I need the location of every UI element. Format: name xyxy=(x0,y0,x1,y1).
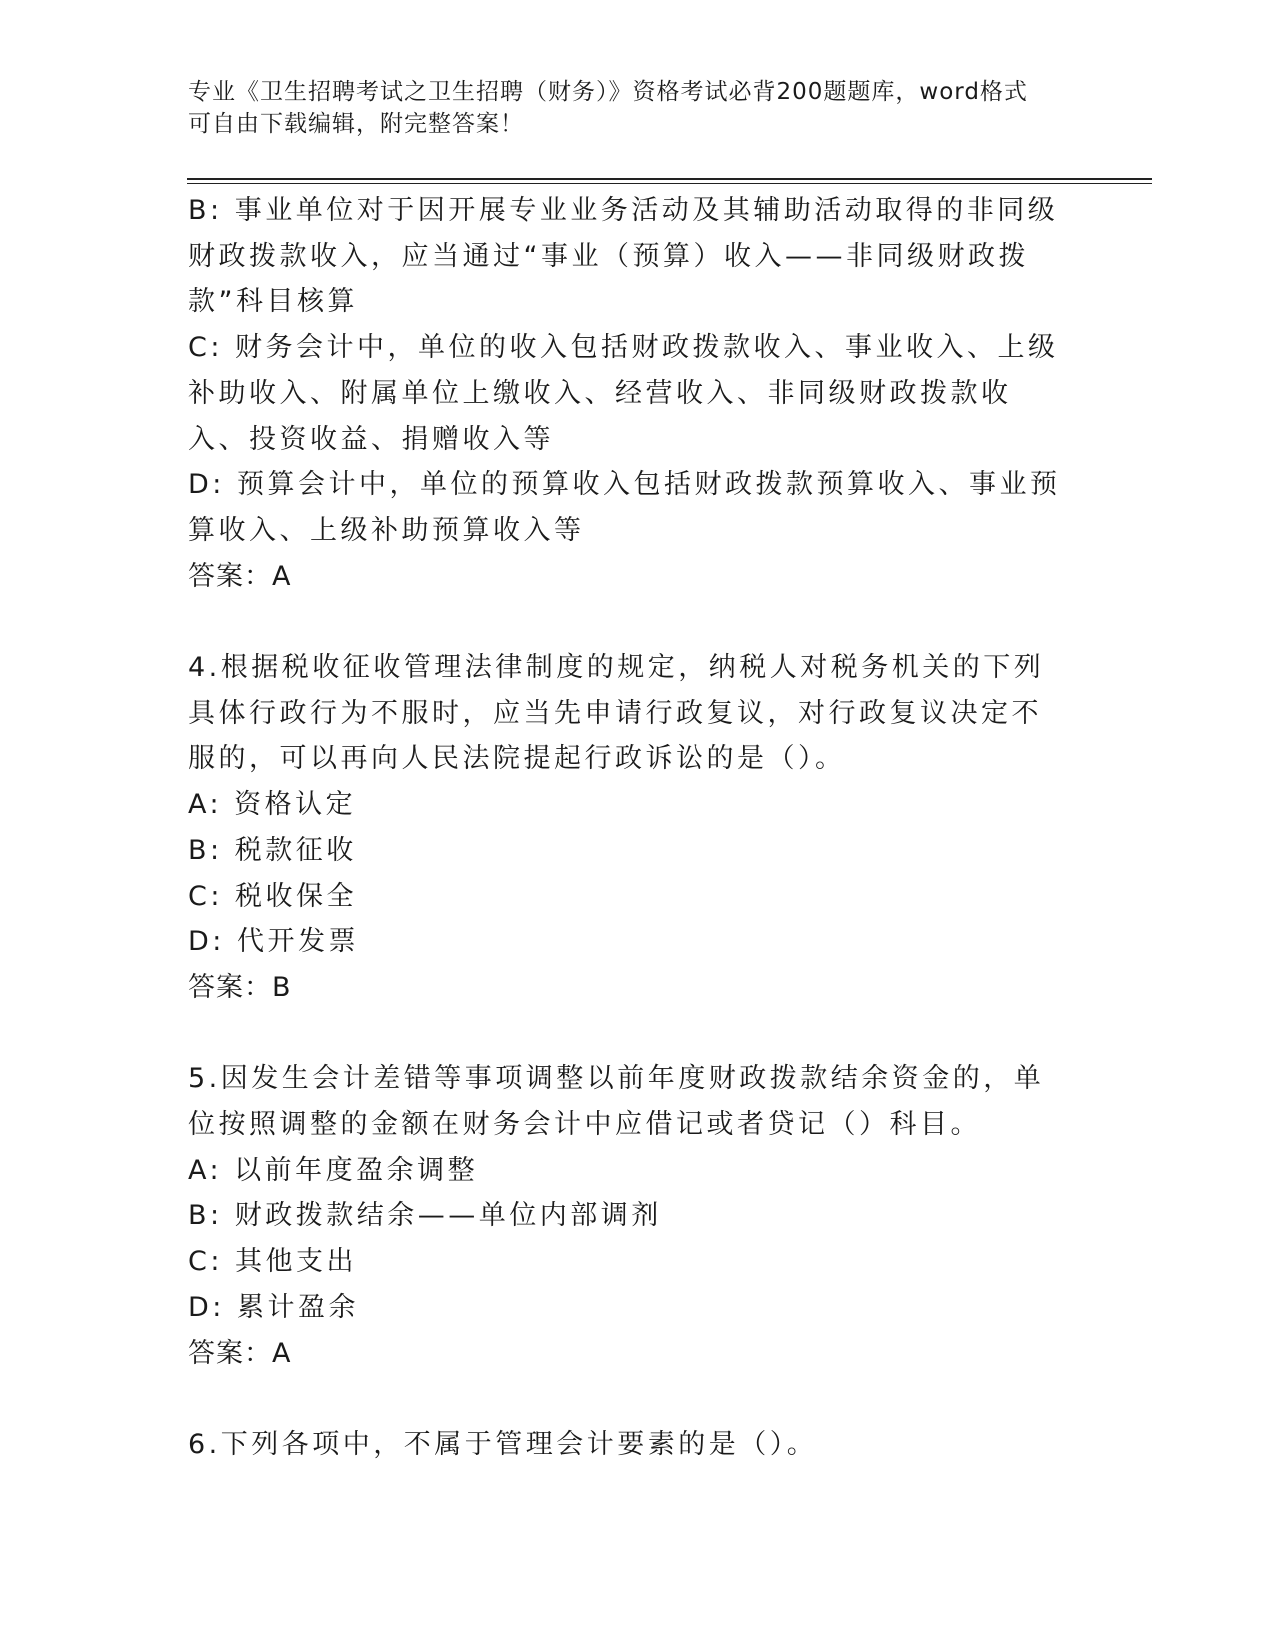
question-3-option-c: C: 财务会计中，单位的收入包括财政拨款收入、事业收入、上级补助收入、附属单位上缴收入、经营收入、非同级财政拨款收入、投资收益、捐赠收入等 xyxy=(188,332,1059,455)
question-5-answer: 答案：A xyxy=(188,1337,292,1369)
question-3-option-b: B: 事业单位对于因开展专业业务活动及其辅助活动取得的非同级财政拨款收入，应当通过“事业（预算）收入——非同级财政拨款”科目核算 xyxy=(188,195,1059,318)
question-6 xyxy=(188,1422,1068,1468)
question-content xyxy=(188,188,1068,1468)
question-3-option-d: D: 预算会计中，单位的预算收入包括财政拨款预算收入、事业预算收入、上级补助预算收入等 xyxy=(188,469,1061,546)
header-divider-thin xyxy=(187,183,1152,184)
question-spacer xyxy=(188,599,1068,645)
question-5-option-b: B: 财政拨款结余——单位内部调剂 xyxy=(188,1200,662,1232)
question-4-option-b: B: 税款征收 xyxy=(188,834,357,866)
question-4-stem: 4.根据税收征收管理法律制度的规定，纳税人对税务机关的下列具体行政行为不服时，应当先申请行政复议，对行政复议决定不服的，可以再向人民法院提起行政诉讼的是（）。 xyxy=(188,652,1045,775)
question-4-option-d: D: 代开发票 xyxy=(188,926,359,958)
question-4-option-a: A: 资格认定 xyxy=(188,789,357,821)
question-4-option-c: C: 税收保全 xyxy=(188,880,358,912)
question-spacer xyxy=(188,1011,1068,1057)
question-5-option-a: A: 以前年度盈余调整 xyxy=(188,1154,479,1186)
question-5-option-c: C: 其他支出 xyxy=(188,1246,358,1278)
question-spacer xyxy=(188,1376,1068,1422)
header-line-2: 可自由下载编辑，附完整答案！ xyxy=(188,111,524,137)
question-5-stem: 5.因发生会计差错等事项调整以前年度财政拨款结余资金的，单位按照调整的金额在财务会计中应借记或者贷记（）科目。 xyxy=(188,1063,1045,1141)
question-3 xyxy=(188,188,1068,599)
question-5 xyxy=(188,1056,1068,1376)
question-5-option-d: D: 累计盈余 xyxy=(188,1291,359,1323)
question-3-answer: 答案：A xyxy=(188,560,292,592)
question-6-stem: 6.下列各项中，不属于管理会计要素的是（）。 xyxy=(188,1428,818,1460)
document-header xyxy=(188,76,1068,140)
question-4 xyxy=(188,645,1068,1011)
question-4-answer: 答案：B xyxy=(188,971,292,1003)
header-divider-thick xyxy=(187,178,1152,180)
header-line-1: 专业《卫生招聘考试之卫生招聘（财务）》资格考试必背200题题库，word格式 xyxy=(188,79,1028,105)
